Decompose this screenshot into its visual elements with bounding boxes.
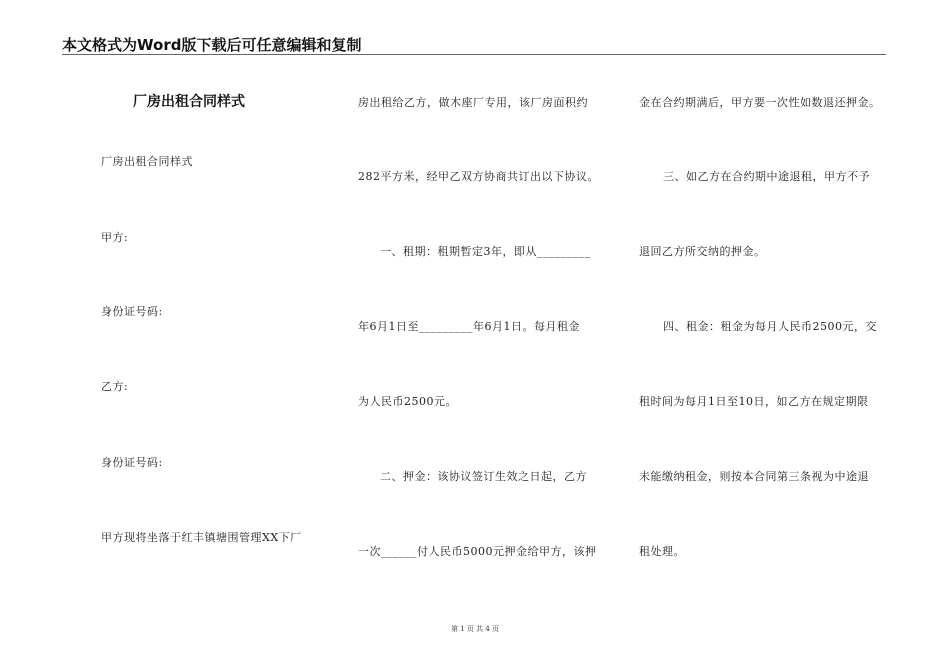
col1-line-1: 厂房出租合同样式	[101, 155, 193, 168]
header-divider	[62, 54, 886, 55]
col2-line-4: 年6月1日至_________年6月1日。每月租金	[358, 320, 580, 333]
col2-line-5: 为人民币2500元。	[358, 395, 457, 408]
col2-line-3: 一、租期：租期暂定3年，即从_________	[380, 245, 591, 258]
col3-line-1: 金在合约期满后，甲方要一次性如数退还押金。	[639, 96, 881, 109]
document-header: 本文格式为Word版下载后可任意编辑和复制	[62, 36, 362, 54]
col2-line-2: 282平方米，经甲乙双方协商共订出以下协议。	[358, 170, 599, 183]
col1-line-5: 身份证号码:	[101, 456, 163, 469]
col3-line-4: 四、租金：租金为每月人民币2500元，交	[663, 320, 877, 333]
col1-line-2: 甲方:	[101, 231, 129, 244]
page-footer: 第 1 页 共 4 页	[450, 625, 500, 633]
document-title: 厂房出租合同样式	[133, 94, 245, 110]
col2-line-7: 一次______付人民币5000元押金给甲方，该押	[358, 545, 597, 558]
col3-line-6: 未能缴纳租金，则按本合同第三条视为中途退	[639, 470, 869, 483]
col2-line-1: 房出租给乙方，做木座厂专用，该厂房面积约	[358, 96, 588, 109]
col3-line-2: 三、如乙方在合约期中途退租，甲方不予	[663, 170, 870, 183]
col1-line-3: 身份证号码:	[101, 305, 163, 318]
col1-line-6: 甲方现将坐落于红丰镇塘围管理XX下厂	[101, 531, 302, 544]
col1-line-4: 乙方:	[101, 380, 129, 393]
col3-line-3: 退回乙方所交纳的押金。	[639, 245, 766, 258]
col3-line-7: 租处理。	[639, 545, 685, 558]
col3-line-5: 租时间为每月1日至10日，如乙方在规定期限	[639, 395, 869, 408]
col2-line-6: 二、押金：该协议签订生效之日起，乙方	[380, 470, 587, 483]
